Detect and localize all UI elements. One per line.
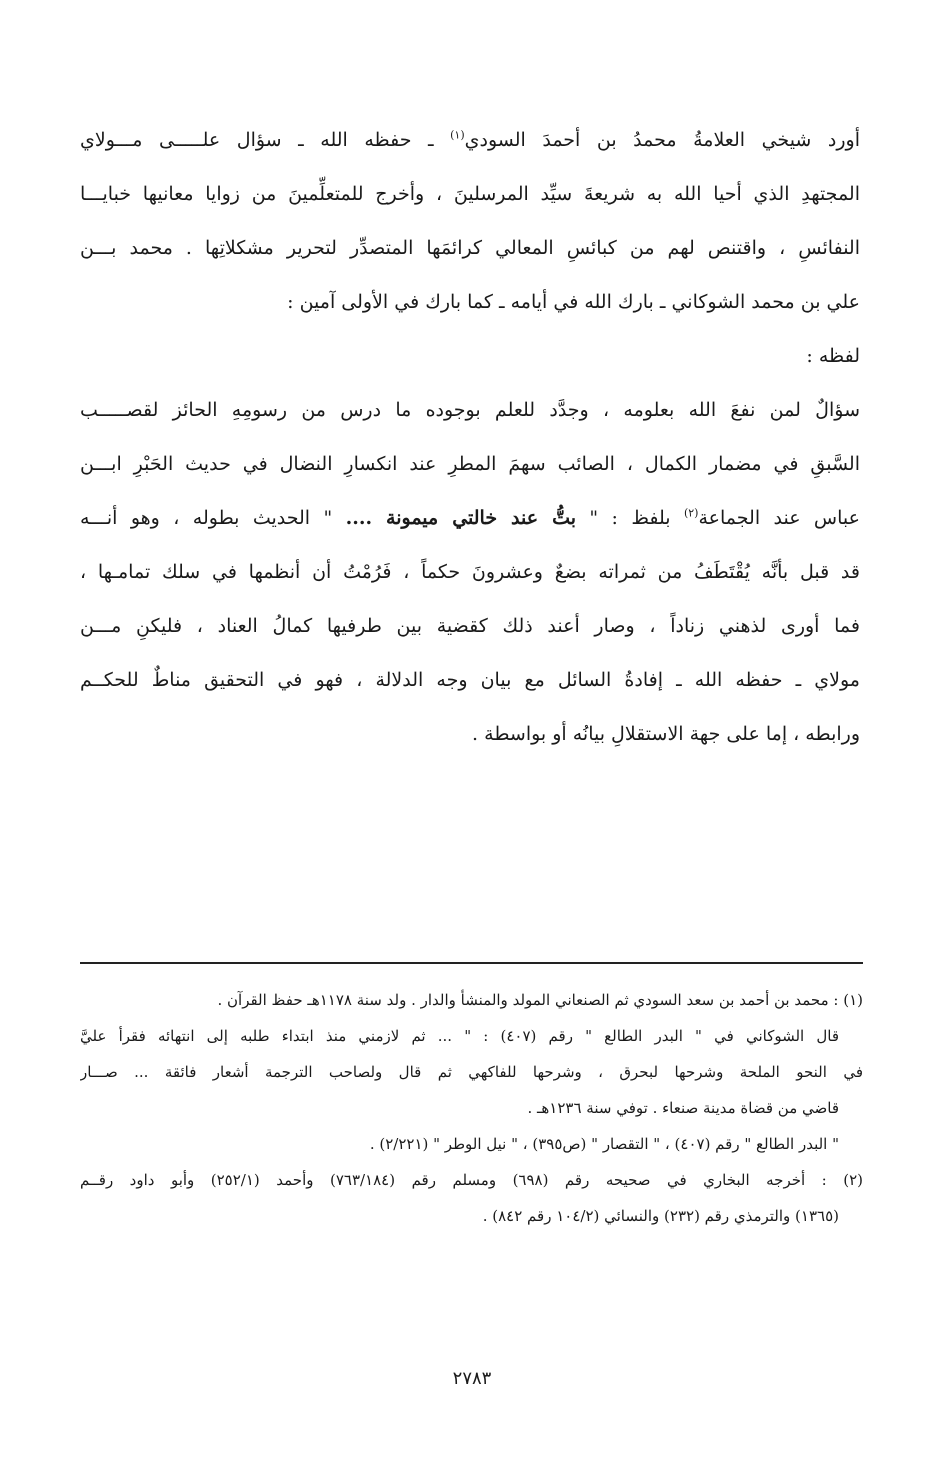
hadith-quote: بتُّ عند خالتي ميمونة .... (345, 507, 577, 529)
footnote-1-line: (١) : محمد بن أحمد بن سعد السودي ثم الصنعاني المولد والمنشأ والدار . ولد سنة ١١٧٨هـ حفظ القرآن . (217, 991, 863, 1009)
text-line: أورد شيخي العلامةُ محمدُ بن أحمدَ السودي$^{(١)}$ ـ حفظه الله ـ سؤال علـــــى مـــولاي (80, 128, 860, 151)
main-text (80, 113, 860, 761)
footnote-ref-2: (٢) (683, 506, 699, 520)
text-line: فما أورى لذهني زناداً ، وصار أعند ذلك كقضية بين طرفيها كمالُ العناد ، فليكنِ مـــن (80, 615, 860, 637)
text-line: السَّبقِ في مضمار الكمال ، الصائب سهمَ المطرِ عند انكسارِ النضال في حديث الحَبْرِ ابـــن (80, 453, 860, 475)
footnote-2-line: (٢) : أخرجه البخاري في صحيحه رقم (٦٩٨) ومسلم رقم (٧٦٣/١٨٤) وأحمد (٢٥٢/١) وأبو داود رقــم (80, 1171, 863, 1189)
text-line: سؤالٌ لمن نفعَ الله بعلومه ، وجدَّد للعلم بوجوده ما درس من رسومِهِ الحائز لقصـــــب (80, 399, 860, 421)
page-number: ٢٧٨٣ (452, 1368, 492, 1389)
text-line: النفائسِ ، واقتنص لهم من كبائسِ المعالي كرائمَها المتصدِّر لتحرير مشكلاتِها . محمد بـــن (80, 237, 860, 259)
text-line: عباس عند الجماعة$^{(٢)}$ بلفظ : " بتُّ عند خالتي ميمونة .... " الحديث بطوله ، وهو أنـــه (80, 506, 860, 529)
section-label: لفظه : (806, 345, 860, 367)
text-line: ورابطه ، إما على جهة الاستقلالِ بيانُه أو بواسطة . (472, 723, 860, 745)
footnote-1-line: في النحو الملحة وشرحها لبحرق ، وشرحها للفاكهي ثم قال ولصاحب الترجمة أشعار فائقة ... صـــار (80, 1063, 863, 1081)
footnote-divider (80, 962, 863, 964)
text-line: قد قبل بأنَّه يُقْتَطَفُ من ثمراته بضعٌ وعشرونَ حكماً ، فَرُمْتُ أن أنظمها في سلك تمامـها ، (80, 561, 860, 583)
footnote-2-line: (١٣٦٥) والترمذي رقم (٢٣٢) والنسائي (١٠٤/٢ رقم ٨٤٢) . (482, 1207, 839, 1225)
footnote-1-line: قاضي من قضاة مدينة صنعاء . توفي سنة ١٢٣٦هـ . (527, 1099, 839, 1117)
text-line: علي بن محمد الشوكاني ـ بارك الله في أيامه ـ كما بارك في الأولى آمين : (287, 291, 860, 313)
footnote-ref-1: (١) (450, 128, 465, 142)
footnote-1-line: قال الشوكاني في " البدر الطالع " رقم (٤٠٧) : " ... ثم لازمني منذ ابتداء طلبه إلى انتهائه فقرأ عليَّ (80, 1027, 839, 1045)
text-line: المجتهدِ الذي أحيا الله به شريعةَ سيِّد المرسلينَ ، وأخرج للمتعلِّمينَ من زوايا معانيها خبايـــا (80, 183, 860, 205)
footnotes (80, 982, 863, 1234)
footnote-1-line: " البدر الطالع " رقم (٤٠٧) ، " التقصار " (ص٣٩٥) ، " نيل الوطر " (٢/٢٢١) . (369, 1135, 839, 1153)
text-line: مولاي ـ حفظه الله ـ إفادةُ السائل مع بيان وجه الدلالة ، فهو في التحقيق مناطٌ للحكــم (80, 669, 860, 691)
